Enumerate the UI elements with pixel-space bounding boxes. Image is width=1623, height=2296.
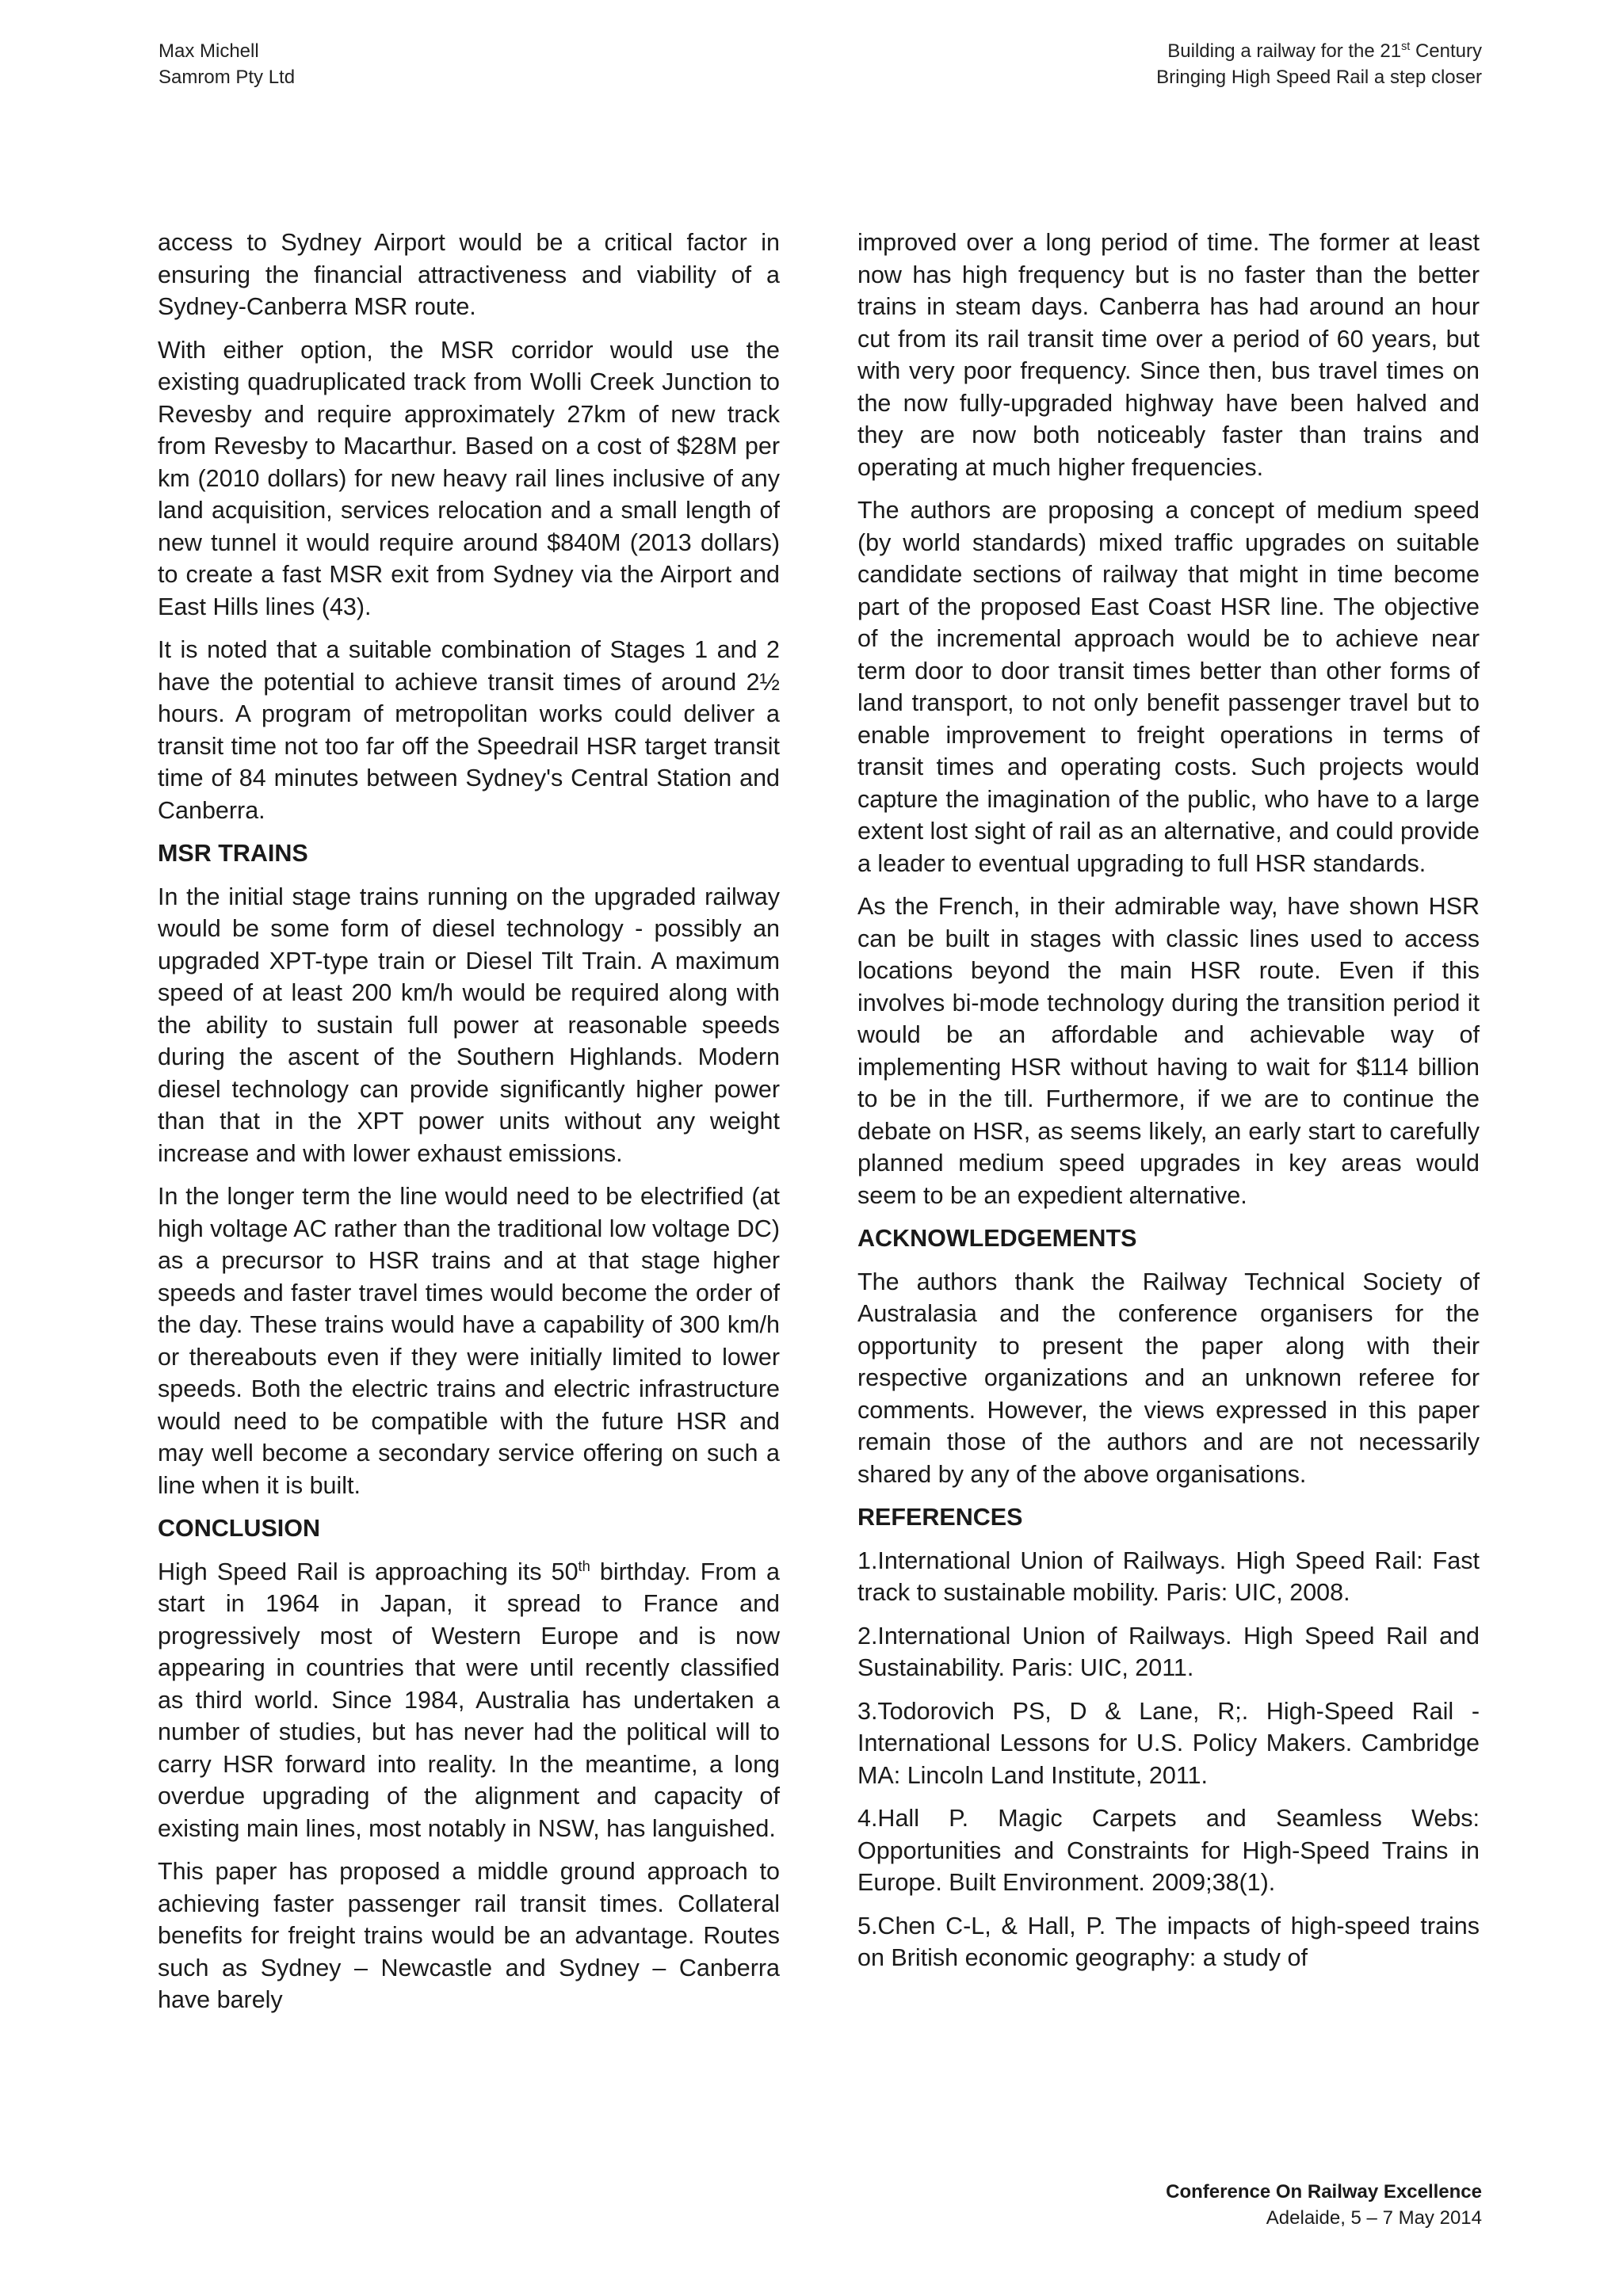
- running-header-left: [158, 38, 295, 90]
- reference-list: [857, 1545, 1480, 1974]
- section-heading-acknowledgements: ACKNOWLEDGEMENTS: [857, 1225, 1137, 1252]
- paragraph: As the French, in their admirable way, have shown HSR can be built in stages with classic lines used to access locations beyond the main HSR route. Even if this involves bi-mode technology during the transition period it would be an affordable and achievable way of implementing HSR without having to wait for $114 billion to be in the till. Furthermore, if we are to continue the debate on HSR, as seems likely, an early start to carefully planned medium speed upgrades in key areas would seem to be an expedient alternative.: [857, 893, 1480, 1209]
- conference-name: Conference On Railway Excellence: [1166, 2181, 1482, 2203]
- author-name: Max Michell: [158, 40, 259, 62]
- paragraph: The authors thank the Railway Technical Society of Australasia and the conference organisers for the opportunity to present the paper along with their respective organizations and an unknown referee for comments. However, the views expressed in this paper remain those of the authors and are not necessarily shared by any of the above organisations.: [857, 1268, 1480, 1488]
- paragraph: This paper has proposed a middle ground approach to achieving faster passenger rail transit times. Collateral benefits for freight trains would be an advantage. Routes such as Sydney – Newcastle and Sydney – Canberra have barely: [158, 1858, 780, 2013]
- reference-item: 2.International Union of Railways. High Speed Rail and Sustainability. Paris: UIC, 2011.: [857, 1622, 1480, 1681]
- reference-item: 5.Chen C-L, & Hall, P. The impacts of high-speed trains on British economic geography: a study of: [857, 1912, 1480, 1971]
- paragraph: High Speed Rail is approaching its 50th birthday. From a start in 1964 in Japan, it spread to France and progressively most of Western Europe and is now appearing in countries that were until recently classified as third world. Since 1984, Australia has undertaken a number of studies, but has never had the political will to carry HSR forward into reality. In the meantime, a long overdue upgrading of the alignment and capacity of existing main lines, most notably in NSW, has languished.: [158, 1557, 780, 1842]
- company-name: Samrom Pty Ltd: [158, 67, 296, 88]
- paragraph: In the longer term the line would need to be electrified (at high voltage AC rather than the traditional low voltage DC) as a precursor to HSR trains and at that stage higher speeds and faster travel times would become the order of the day. These trains would have a capability of 300 km/h or thereabouts even if they were initially limited to lower speeds. Both the electric trains and electric infrastructure would need to be compatible with the future HSR and may well become a secondary service offering on such a line when it is built.: [158, 1183, 780, 1499]
- reference-item: 1.International Union of Railways. High Speed Rail: Fast track to sustainable mobility. Paris: UIC, 2008.: [857, 1547, 1480, 1606]
- left-column: [158, 227, 780, 2027]
- conference-location-date: Adelaide, 5 – 7 May 2014: [1266, 2207, 1482, 2229]
- paragraph: In the initial stage trains running on the upgraded railway would be some form of diesel technology - possibly an upgraded XPT-type train or Diesel Tilt Train. A maximum speed of at least 200 km/h would be required along with the ability to sustain full power at reasonable speeds during the ascent of the Southern Highlands. Modern diesel technology can provide significantly higher power than that in the XPT power units without any weight increase and with lower exhaust emissions.: [158, 883, 780, 1167]
- reference-item: 3.Todorovich PS, D & Lane, R;. High-Speed Rail - International Lessons for U.S. Policy Makers. Cambridge MA: Lincoln Land Institute, 2011.: [857, 1697, 1480, 1789]
- running-header-right: [1156, 38, 1482, 90]
- paragraph: improved over a long period of time. The former at least now has high frequency but is no faster than the better trains in steam days. Canberra has had around an hour cut from its rail transit time over a period of 60 years, but with very poor frequency. Since then, bus travel times on the now fully-upgraded highway have been halved and they are now both noticeably faster than trains and operating at much higher frequencies.: [857, 229, 1480, 481]
- section-heading-conclusion: CONCLUSION: [158, 1515, 321, 1542]
- paragraph: With either option, the MSR corridor would use the existing quadruplicated track from Wolli Creek Junction to Revesby and require approximately 27km of new track from Revesby to Macarthur. Based on a cost of $28M per km (2010 dollars) for new heavy rail lines inclusive of any land acquisition, services relocation and a small length of new tunnel it would require around $840M (2013 dollars) to create a fast MSR exit from Sydney via the Airport and East Hills lines (43).: [158, 336, 780, 620]
- right-column: [857, 227, 1480, 1985]
- reference-item: 4.Hall P. Magic Carpets and Seamless Webs: Opportunities and Constraints for High-Speed Trains in Europe. Built Environment. 2009;38(1).: [857, 1805, 1480, 1896]
- paragraph: access to Sydney Airport would be a critical factor in ensuring the financial attractiveness and viability of a Sydney-Canberra MSR route.: [158, 229, 780, 320]
- paragraph: It is noted that a suitable combination of Stages 1 and 2 have the potential to achieve transit times of around 2½ hours. A program of metropolitan works could deliver a transit time not too far off the Speedrail HSR target transit time of 84 minutes between Sydney's Central Station and Canberra.: [158, 636, 780, 824]
- running-footer: [1166, 2179, 1482, 2231]
- paper-subtitle: Bringing High Speed Rail a step closer: [1156, 67, 1482, 88]
- section-heading-references: REFERENCES: [857, 1504, 1023, 1531]
- paper-title: Building a railway for the 21st Century: [1167, 40, 1482, 62]
- paragraph: The authors are proposing a concept of medium speed (by world standards) mixed traffic upgrades on suitable candidate sections of railway that might in time become part of the proposed East Coast HSR line. The objective of the incremental approach would be to achieve near term door to door transit times better than other forms of land transport, to not only benefit passenger travel but to enable improvement to freight operations in terms of transit times and operating costs. Such projects would capture the imagination of the public, who have to a large extent lost sight of rail as an alternative, and could provide a leader to eventual upgrading to full HSR standards.: [857, 497, 1480, 877]
- section-heading-msr-trains: MSR TRAINS: [158, 840, 308, 867]
